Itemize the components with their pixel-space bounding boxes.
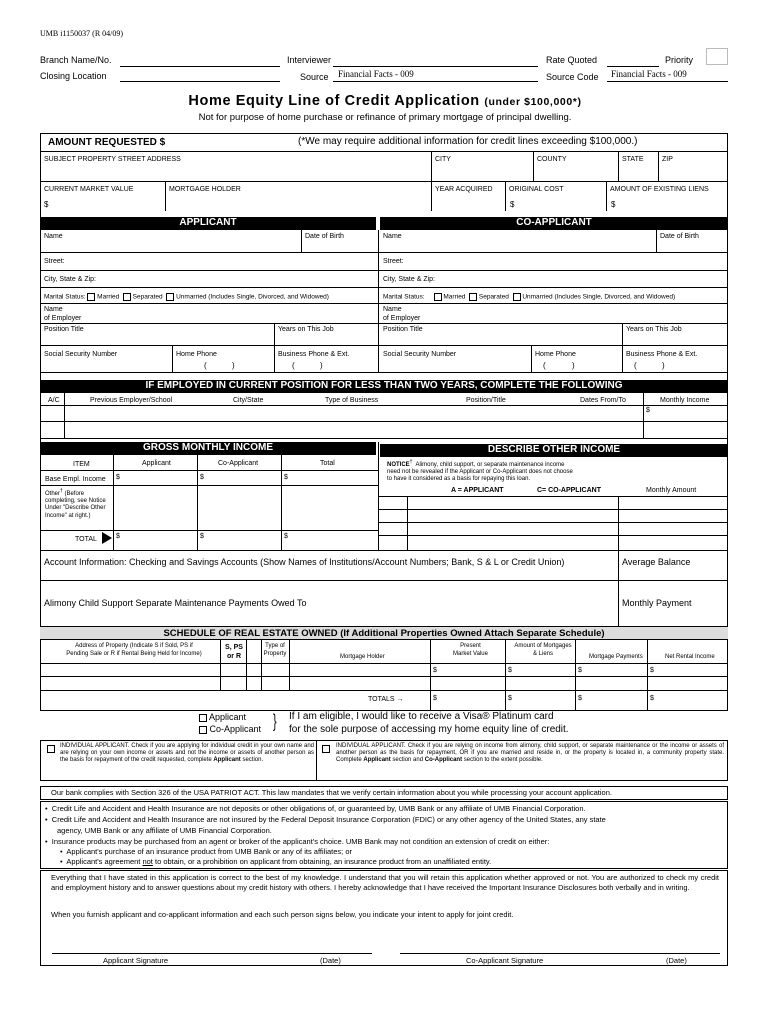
coapplicant-married-checkbox[interactable] <box>434 293 442 301</box>
form-title <box>0 94 770 109</box>
emp-col-business: Type of Business <box>325 397 379 404</box>
coapplicant-street-label: Street: <box>383 258 404 265</box>
applicant-employer-of: of Employer <box>44 315 82 322</box>
rate-quoted-label: Rate Quoted <box>546 55 598 65</box>
applicant-header: APPLICANT <box>40 217 376 230</box>
a-applicant-label: A = APPLICANT <box>451 487 504 494</box>
source-code-line <box>607 81 728 82</box>
applicant-employer-name: Name <box>44 306 63 313</box>
total-arrow-icon <box>102 532 112 544</box>
income-total-label: TOTAL <box>75 536 97 543</box>
base-coapplicant-dollar[interactable]: $ <box>200 474 204 481</box>
market-value-dollar[interactable]: $ <box>44 200 49 209</box>
income-coapplicant-col: Co-Applicant <box>218 460 259 467</box>
reo-holder-header: Mortgage Holder <box>340 654 385 660</box>
disclosure-bullet-2-cont: agency, UMB Bank or any affiliate of UMB Financial Corporation. <box>57 826 272 835</box>
applicant-biz-paren-close: ) <box>320 361 323 370</box>
reo-present-header: Present Market Value <box>453 643 488 657</box>
reo-amount-header: Amount of Mortgages & Liens <box>514 643 572 657</box>
coapplicant-ssn-label: Social Security Number <box>383 351 457 358</box>
notice-text: NOTICE† Alimony, child support, or separate maintenance income need not be revealed if the Applicant or Co-Applicant does not choose to have it considered as a basis for repaying this loan. <box>387 459 573 483</box>
base-total-dollar[interactable]: $ <box>284 474 288 481</box>
reo-payment-dollar[interactable]: $ <box>578 667 582 674</box>
year-acquired-label: YEAR ACQUIRED <box>435 186 493 193</box>
total-applicant-dollar[interactable]: $ <box>116 533 120 540</box>
original-cost-dollar[interactable]: $ <box>510 200 515 209</box>
street-label: SUBJECT PROPERTY STREET ADDRESS <box>44 156 181 163</box>
visa-coapplicant-option: Co-Applicant <box>199 725 261 734</box>
applicant-home-phone-label: Home Phone <box>176 351 217 358</box>
reo-total-payment-dollar[interactable]: $ <box>578 695 582 702</box>
coapplicant-employer-name: Name <box>383 306 402 313</box>
priority-box[interactable] <box>706 48 728 65</box>
income-header: GROSS MONTHLY INCOME <box>40 442 376 455</box>
original-cost-label: ORIGINAL COST <box>509 186 564 193</box>
coapplicant-dob-label: Date of Birth <box>660 233 699 240</box>
reo-total-net-dollar[interactable]: $ <box>650 695 654 702</box>
source-line <box>333 81 538 82</box>
certification-text: Everything that I have stated in this application is correct to the best of my knowledge. I understand that you will retain this application whether approved or not. You are authorized to check my credit and employment history and to answer questions about my credit history with others. I hereby acknowledge that I have received the Important Insurance Disclosures both verbally and in writing. <box>51 873 719 892</box>
form-subtitle: Not for purpose of home purchase or refinance of primary mortgage of principal dwelling. <box>198 112 572 123</box>
coapplicant-biz-paren-close: ) <box>662 361 665 370</box>
individual-applicant-text: INDIVIDUAL APPLICANT. Check if you are applying for individual credit in your own name and are relying on your own income or assets and not the income or assets of another person as the basis for repayment of the credit requested, complete Applicant section. <box>60 743 314 763</box>
reo-amount-dollar[interactable]: $ <box>508 667 512 674</box>
coapplicant-separated-checkbox[interactable] <box>469 293 477 301</box>
rate-quoted-field[interactable] <box>607 66 659 67</box>
c-coapplicant-label: C= CO-APPLICANT <box>537 487 601 494</box>
coapplicant-date-label: (Date) <box>666 956 687 965</box>
base-applicant-dollar[interactable]: $ <box>116 474 120 481</box>
emp-income-dollar[interactable]: $ <box>646 407 650 414</box>
emp-col-city: City/State <box>233 397 264 404</box>
coapplicant-position-label: Position Title <box>383 326 423 333</box>
coapplicant-employer-of: of Employer <box>383 315 421 322</box>
source-code-label: Source Code <box>546 72 599 82</box>
visa-line-1: If I am eligible, I would like to receive a Visa® Platinum card <box>289 711 554 722</box>
disclosure-sub-2: • Applicant's agreement not to obtain, or a prohibition on applicant from obtaining, an insurance product from an unaffiliated entity. <box>60 857 492 866</box>
coapplicant-marital: Marital Status: Married Separated Unmarried (Includes Single, Divorced, and Widowed) <box>383 293 676 301</box>
average-balance-label: Average Balance <box>622 557 691 567</box>
coapplicant-name-label: Name <box>383 233 402 240</box>
applicant-signature-line[interactable] <box>52 953 372 954</box>
reo-total-market-dollar[interactable]: $ <box>433 695 437 702</box>
applicant-home-paren-open: ( <box>204 361 207 370</box>
visa-applicant-option: Applicant <box>199 713 246 722</box>
coapplicant-signature-label: Co-Applicant Signature <box>466 956 544 965</box>
joint-credit-text: When you furnish applicant and co-applicant information and each such person signs below, you indicate your intent to apply for joint credit. <box>51 910 514 919</box>
income-total-col: Total <box>320 460 335 467</box>
visa-applicant-checkbox[interactable] <box>199 714 207 722</box>
reo-payments-header: Mortgage Payments <box>589 654 643 660</box>
applicant-position-label: Position Title <box>44 326 84 333</box>
existing-liens-dollar[interactable]: $ <box>611 200 616 209</box>
existing-liens-label: AMOUNT OF EXISTING LIENS <box>610 186 709 193</box>
city-label: CITY <box>435 156 451 163</box>
coapplicant-home-paren-close: ) <box>572 361 575 370</box>
applicant-unmarried-checkbox[interactable] <box>166 293 174 301</box>
applicant-marital: Marital Status: Married Separated Unmarried (Includes Single, Divorced, and Widowed) <box>44 293 329 301</box>
visa-line-2: for the sole purpose of accessing my home equity line of credit. <box>289 724 569 735</box>
employment-header: IF EMPLOYED IN CURRENT POSITION FOR LESS THAN TWO YEARS, COMPLETE THE FOLLOWING <box>40 380 728 393</box>
total-total-dollar[interactable]: $ <box>284 533 288 540</box>
applicant-street-label: Street: <box>44 258 65 265</box>
amount-requested-label: AMOUNT REQUESTED $ <box>48 137 166 148</box>
mortgage-holder-label: MORTGAGE HOLDER <box>169 186 241 193</box>
coapplicant-business-phone-label: Business Phone & Ext. <box>626 351 698 358</box>
coapplicant-unmarried-checkbox[interactable] <box>513 293 521 301</box>
patriot-text: Our bank complies with Section 326 of the USA PATRIOT ACT. This law mandates that we verify certain information about you while processing your account application. <box>51 788 612 797</box>
emp-col-ac: A/C <box>48 397 60 404</box>
reo-header: SCHEDULE OF REAL ESTATE OWNED (If Additional Properties Owned Attach Separate Schedule) <box>40 626 728 640</box>
reo-net-dollar[interactable]: $ <box>650 667 654 674</box>
applicant-married-checkbox[interactable] <box>87 293 95 301</box>
emp-col-employer: Previous Employer/School <box>90 397 173 404</box>
applicant-signature-label: Applicant Signature <box>103 956 169 965</box>
divider <box>40 151 728 152</box>
emp-col-income: Monthly Income <box>660 397 710 404</box>
income-applicant-col: Applicant <box>142 460 171 467</box>
title-suffix: (under $100,000*) <box>484 96 582 108</box>
applicant-ssn-label: Social Security Number <box>44 351 118 358</box>
closing-location-label: Closing Location <box>40 71 107 81</box>
monthly-payment-label: Monthly Payment <box>622 598 692 608</box>
applicant-city-label: City, State & Zip: <box>44 276 96 283</box>
other-income-note: Other† (Before completing, see Notice Under "Describe Other Income" at right.) <box>45 488 106 519</box>
disclosure-bullet-1: • Credit Life and Accident and Health Insurance are not deposits or other obligations of, or guaranteed by, UMB Bank or any affiliate of UMB Financial Corporation. <box>45 804 586 813</box>
total-coapplicant-dollar[interactable]: $ <box>200 533 204 540</box>
disclosure-bullet-3: • Insurance products may be purchased from an agent or broker of the applicant's choice. UMB Bank may not condition an extension of credit on either: <box>45 837 550 846</box>
state-label: STATE <box>622 156 644 163</box>
coapplicant-biz-paren-open: ( <box>634 361 637 370</box>
disclosure-bullet-2: • Credit Life and Accident and Health Insurance are not insured by the Federal Deposit Insurance Corporation (FDIC) or any other agency of the United States, any state <box>45 815 606 824</box>
applicant-business-phone-label: Business Phone & Ext. <box>278 351 350 358</box>
interviewer-label: Interviewer <box>287 55 332 65</box>
reo-net-header: Net Rental Income <box>665 654 715 660</box>
reo-total-amount-dollar[interactable]: $ <box>508 695 512 702</box>
source-label: Source <box>300 72 329 82</box>
visa-brace: } <box>273 711 277 731</box>
branch-field[interactable] <box>120 66 280 67</box>
market-value-label: CURRENT MARKET VALUE <box>44 186 134 193</box>
coapplicant-signature-line[interactable] <box>400 953 720 954</box>
branch-label: Branch Name/No. <box>40 55 112 65</box>
applicant-home-paren-close: ) <box>232 361 235 370</box>
title-main: Home Equity Line of Credit Application <box>188 93 480 109</box>
reo-address-header: Address of Property (Indicate S if Sold, PS if Pending Sale or R if Rental Being Held for Income) <box>66 643 202 657</box>
visa-coapplicant-checkbox[interactable] <box>199 726 207 734</box>
interviewer-field[interactable] <box>333 66 538 67</box>
coapplicant-header: CO-APPLICANT <box>380 217 728 230</box>
monthly-amount-label: Monthly Amount <box>646 487 697 494</box>
coapplicant-home-phone-label: Home Phone <box>535 351 576 358</box>
source-code-value[interactable]: Financial Facts - 009 <box>611 69 687 79</box>
closing-location-field[interactable] <box>120 81 280 82</box>
emp-col-dates: Dates From/To <box>580 397 626 404</box>
coapplicant-home-paren-open: ( <box>543 361 546 370</box>
source-value[interactable]: Financial Facts - 009 <box>338 69 414 79</box>
joint-basis-checkbox[interactable] <box>322 745 330 753</box>
coapplicant-city-label: City, State & Zip: <box>383 276 435 283</box>
disclosure-sub-1: • Applicant's purchase of an insurance product from UMB Bank or any of its affiliates; or <box>60 847 352 856</box>
applicant-separated-checkbox[interactable] <box>123 293 131 301</box>
individual-applicant-checkbox[interactable] <box>47 745 55 753</box>
other-income-header: DESCRIBE OTHER INCOME <box>380 444 728 457</box>
joint-basis-text: INDIVIDUAL APPLICANT. Check if you are relying on income from alimony, child support, or separate maintenance or the income or assets of another person as the basis for repayment, OR if you are married and reside in, or the property is located in, a community property state. Complete Applicant section and Co-Applicant section to the extent possible. <box>336 743 724 763</box>
applicant-name-label: Name <box>44 233 63 240</box>
emp-col-position: Position/Title <box>466 397 506 404</box>
accounts-label: Account Information: Checking and Savings Accounts (Show Names of Institutions/Account Numbers; Bank, S & L or Credit Union) <box>44 557 565 567</box>
alimony-label: Alimony Child Support Separate Maintenance Payments Owed To <box>44 598 307 608</box>
priority-label: Priority <box>665 55 694 65</box>
reo-type-header: Type of Property <box>263 643 287 657</box>
zip-label: ZIP <box>662 156 673 163</box>
reo-sps-header: S, PS or R <box>225 644 243 661</box>
reo-totals-label: TOTALS → <box>368 696 404 703</box>
applicant-dob-label: Date of Birth <box>305 233 344 240</box>
applicant-biz-paren-open: ( <box>292 361 295 370</box>
applicant-years-label: Years on This Job <box>278 326 334 333</box>
county-label: COUNTY <box>537 156 567 163</box>
applicant-date-label: (Date) <box>320 956 341 965</box>
income-item-col: ITEM <box>73 461 90 468</box>
amount-note: (*We may require additional information for credit lines exceeding $100,000.) <box>298 136 638 147</box>
coapplicant-years-label: Years on This Job <box>626 326 682 333</box>
form-code: UMB i1150037 (R 04/09) <box>40 29 124 38</box>
base-income-label: Base Empl. Income <box>45 476 106 483</box>
reo-market-dollar[interactable]: $ <box>433 667 437 674</box>
